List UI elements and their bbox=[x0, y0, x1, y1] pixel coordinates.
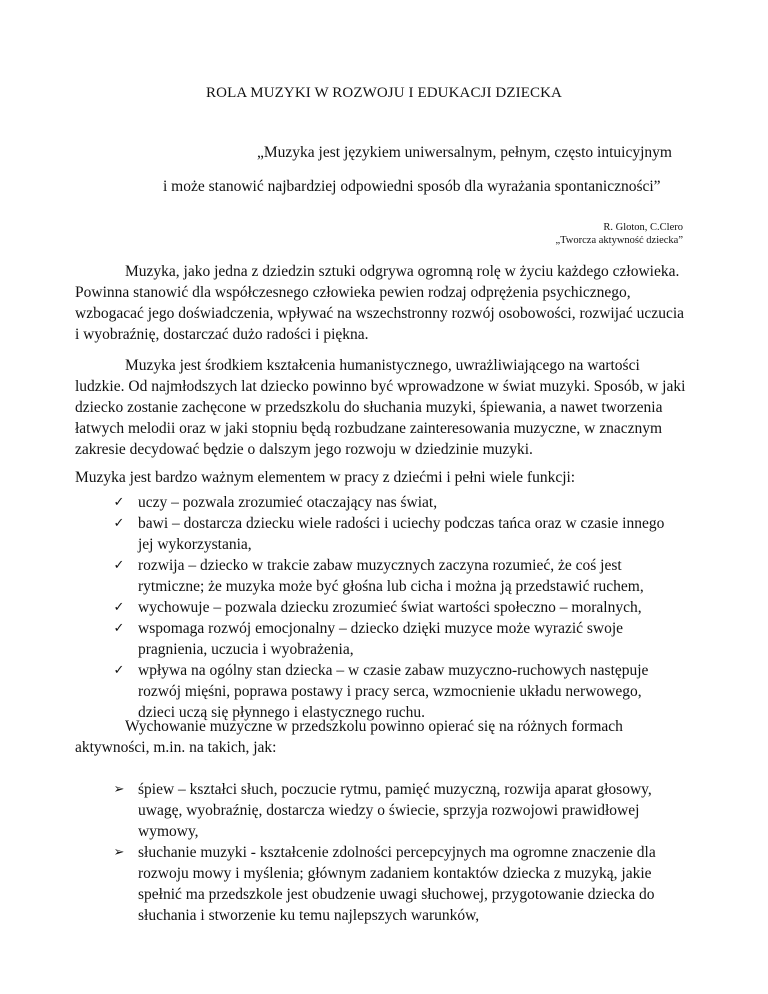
epigraph-source: „Tworcza aktywność dziecka” bbox=[555, 235, 683, 246]
list-item bbox=[113, 842, 673, 926]
list-item-text: słuchanie muzyki - kształcenie zdolności percepcyjnych ma ogromne znaczenie dla rozwoju mowy i myślenia; głównym zadaniem kontaktów dziecka z muzyką, jakie spełnić ma przedszkole jest obudzenie uwagi słuchowej, przygotowanie dziecka do słuchania i stworzenie ku temu najlepszych warunków, bbox=[138, 844, 656, 924]
epigraph-line-2: i może stanowić najbardziej odpowiedni sposób dla wyrażania spontaniczności” bbox=[163, 178, 661, 195]
epigraph-author: R. Gloton, C.Clero bbox=[603, 222, 683, 233]
paragraph-3: Muzyka jest bardzo ważnym elementem w pracy z dziećmi i pełni wiele funkcji: bbox=[75, 469, 576, 486]
list-item bbox=[113, 660, 673, 723]
functions-list bbox=[0, 492, 768, 723]
list-item bbox=[113, 513, 673, 555]
list-item-text: rozwija – dziecko w trakcie zabaw muzycznych zaczyna rozumieć, że coś jest rytmiczne; że muzyka może być głośna lub cicha i można ją przedstawić ruchem, bbox=[138, 557, 644, 595]
list-item-text: bawi – dostarcza dziecku wiele radości i uciechy podczas tańca oraz w czasie innego jej wykorzystania, bbox=[138, 515, 665, 553]
document-title: ROLA MUZYKI W ROZWOJU I EDUKACJI DZIECKA bbox=[206, 85, 562, 101]
paragraph-4: Wychowanie muzyczne w przedszkolu powinno opierać się na różnych formach aktywności, m.in. na takich, jak: bbox=[75, 718, 623, 756]
list-item-text: wpływa na ogólny stan dziecka – w czasie zabaw muzyczno-ruchowych następuje rozwój mięśni, poprawa postawy i pracy serca, wzmocnienie układu nerwowego, dzieci uczą się płynnego i elastycznego ruchu. bbox=[138, 662, 649, 721]
epigraph-line-1: „Muzyka jest językiem uniwersalnym, pełnym, często intuicyjnym bbox=[257, 144, 672, 161]
list-item bbox=[113, 555, 673, 597]
list-item-text: uczy – pozwala zrozumieć otaczający nas świat, bbox=[138, 494, 438, 511]
list-item bbox=[113, 597, 673, 618]
list-item-text: wspomaga rozwój emocjonalny – dziecko dzięki muzyce może wyrazić swoje pragnienia, uczucia i wyobrażenia, bbox=[138, 620, 624, 658]
checkmark-icon: ✓ bbox=[113, 516, 125, 531]
paragraph-2: Muzyka jest środkiem kształcenia humanistycznego, uwrażliwiającego na wartości ludzkie. Od najmłodszych lat dziecko powinno być wprowadzone w świat muzyki. Sposób, w jaki dziecko zostanie zachęcone w przedszkolu do słuchania muzyki, śpiewania, a nawet tworzenia łatwych melodii oraz w jaki stopniu będą rozbudzane zainteresowania muzyczne, w znacznym zakresie decydować będzie o dalszym jego rozwoju w dziedzinie muzyki. bbox=[75, 357, 686, 458]
list-item-text: śpiew – kształci słuch, poczucie rytmu, pamięć muzyczną, rozwija aparat głosowy, uwagę, wyobraźnię, dostarcza wiedzy o świecie, sprzyja rozwojowi prawidłowej wymowy, bbox=[138, 781, 652, 840]
checkmark-icon: ✓ bbox=[113, 495, 125, 510]
checkmark-icon: ✓ bbox=[113, 558, 125, 573]
list-item bbox=[113, 618, 673, 660]
checkmark-icon: ✓ bbox=[113, 600, 125, 615]
checkmark-icon: ✓ bbox=[113, 621, 125, 636]
list-item bbox=[113, 492, 673, 513]
list-item-text: wychowuje – pozwala dziecku zrozumieć świat wartości społeczno – moralnych, bbox=[138, 599, 642, 616]
checkmark-icon: ✓ bbox=[113, 663, 125, 678]
paragraph-1: Muzyka, jako jedna z dziedzin sztuki odgrywa ogromną rolę w życiu każdego człowieka. Powinna stanowić dla współczesnego człowieka pewien rodzaj odprężenia psychicznego, wzbogacać jego doświadczenia, wpływać na wszechstronny rozwój osobowości, rozwijać uczucia i wyobraźnię, dostarczać dużo radości i piękna. bbox=[75, 263, 685, 343]
list-item bbox=[113, 779, 673, 842]
activities-list bbox=[0, 779, 768, 926]
arrow-bullet-icon: ➢ bbox=[113, 845, 125, 860]
arrow-bullet-icon: ➢ bbox=[113, 782, 125, 797]
